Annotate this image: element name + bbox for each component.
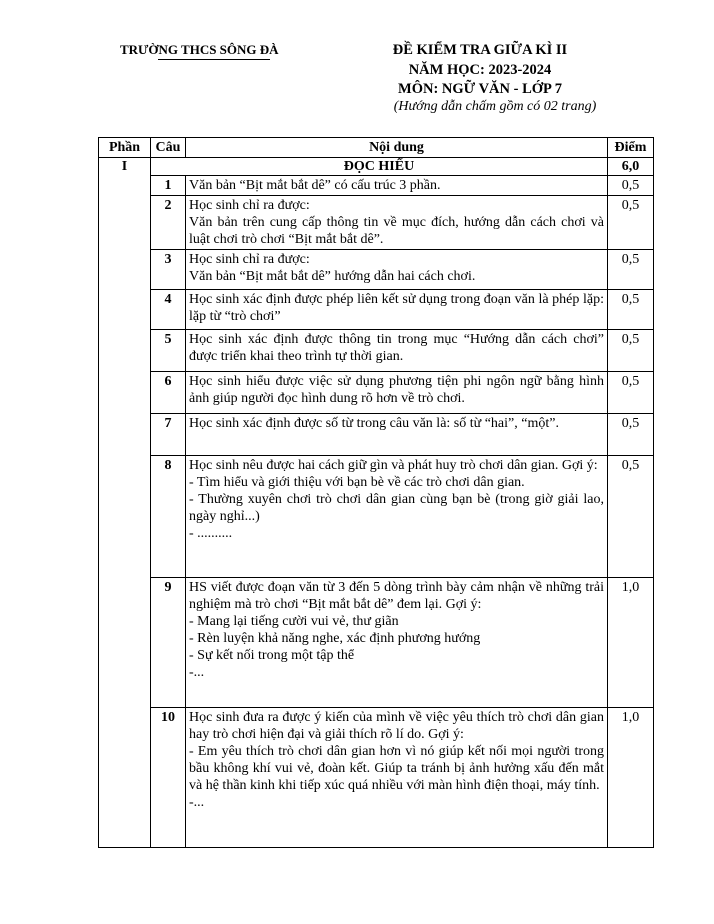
answer-line: Học sinh đưa ra được ý kiến của mình về việc yêu thích trò chơi dân gian hay trò chơi hiện đại và giải thích rõ lí do. Gợi ý: bbox=[189, 710, 604, 742]
answer-line: - .......... bbox=[189, 526, 233, 541]
answer-line: Học sinh xác định được phép liên kết sử dụng trong đoạn văn là phép lặp: lặp từ “trò chơi” bbox=[189, 292, 604, 324]
answer-content bbox=[186, 708, 608, 848]
question-number: 3 bbox=[151, 250, 186, 290]
table-row bbox=[99, 290, 654, 330]
table-header-row bbox=[99, 138, 654, 158]
answer-line: Văn bản trên cung cấp thông tin về mục đích, hướng dẫn cách chơi và luật chơi trò chơi “Bịt mắt bắt dê”. bbox=[189, 215, 604, 247]
question-score: 0,5 bbox=[608, 414, 654, 456]
question-score: 0,5 bbox=[608, 290, 654, 330]
header-score: Điểm bbox=[608, 138, 654, 158]
answer-line: Học sinh chỉ ra được: bbox=[189, 252, 310, 267]
school-year: NĂM HỌC: 2023-2024 bbox=[408, 62, 552, 78]
answer-line: Học sinh nêu được hai cách giữ gìn và phát huy trò chơi dân gian. Gợi ý: bbox=[189, 458, 598, 473]
question-number: 9 bbox=[151, 578, 186, 708]
answer-line: -... bbox=[189, 665, 205, 680]
question-number: 4 bbox=[151, 290, 186, 330]
answer-line: - Sự kết nối trong một tập thể bbox=[189, 648, 355, 663]
section-part: I bbox=[99, 158, 151, 848]
answer-line: - Rèn luyện khả năng nghe, xác định phương hướng bbox=[189, 631, 481, 646]
answer-key-table bbox=[98, 137, 654, 848]
table-row bbox=[99, 414, 654, 456]
exam-title: ĐỀ KIỂM TRA GIỮA KÌ II bbox=[392, 42, 568, 58]
question-number: 5 bbox=[151, 330, 186, 372]
question-number: 2 bbox=[151, 196, 186, 250]
answer-content bbox=[186, 176, 608, 196]
question-number: 6 bbox=[151, 372, 186, 414]
header-content: Nội dung bbox=[186, 138, 608, 158]
subject-line: MÔN: NGỮ VĂN - LỚP 7 bbox=[398, 81, 562, 97]
table-row bbox=[99, 372, 654, 414]
answer-content bbox=[186, 250, 608, 290]
question-number: 7 bbox=[151, 414, 186, 456]
answer-content bbox=[186, 330, 608, 372]
answer-line: - Em yêu thích trò chơi dân gian hơn vì nó giúp kết nối mọi người trong bầu không khí vui vẻ, đoàn kết. Giúp ta tránh bị ảnh hưởng xấu đến mắt và hệ thần kinh khi tiếp xúc quá nhiều với màn hình điện thoại, máy tính. bbox=[189, 744, 604, 793]
answer-content bbox=[186, 414, 608, 456]
table-row bbox=[99, 196, 654, 250]
section-title: ĐỌC HIỂU bbox=[151, 158, 608, 176]
answer-content bbox=[186, 290, 608, 330]
answer-line: - Tìm hiểu và giới thiệu với bạn bè về các trò chơi dân gian. bbox=[189, 475, 525, 490]
answer-content bbox=[186, 456, 608, 578]
answer-line: Văn bản “Bịt mắt bắt dê” có cấu trúc 3 phần. bbox=[189, 178, 441, 193]
section-score: 6,0 bbox=[608, 158, 654, 176]
table-row bbox=[99, 176, 654, 196]
question-score: 0,5 bbox=[608, 196, 654, 250]
answer-content bbox=[186, 196, 608, 250]
question-score: 1,0 bbox=[608, 578, 654, 708]
answer-content bbox=[186, 578, 608, 708]
question-score: 0,5 bbox=[608, 372, 654, 414]
answer-line: - Thường xuyên chơi trò chơi dân gian cùng bạn bè (trong giờ giải lao, ngày nghỉ...) bbox=[189, 492, 604, 524]
answer-line: Văn bản “Bịt mắt bắt dê” hướng dẫn hai cách chơi. bbox=[189, 269, 476, 284]
table-row bbox=[99, 250, 654, 290]
question-number: 8 bbox=[151, 456, 186, 578]
section-row bbox=[99, 158, 654, 176]
page-note: (Hướng dẫn chấm gồm có 02 trang) bbox=[393, 99, 597, 114]
answer-line: HS viết được đoạn văn từ 3 đến 5 dòng trình bày cảm nhận về những trải nghiệm mà trò chơi “Bịt mắt bắt dê” đem lại. Gợi ý: bbox=[189, 580, 604, 612]
answer-line: Học sinh hiểu được việc sử dụng phương tiện phi ngôn ngữ bằng hình ảnh giúp người đọc hình dung rõ hơn về trò chơi. bbox=[189, 374, 604, 406]
school-name-underline bbox=[158, 59, 270, 60]
table-row bbox=[99, 330, 654, 372]
question-score: 0,5 bbox=[608, 176, 654, 196]
header-question: Câu bbox=[151, 138, 186, 158]
table-row bbox=[99, 456, 654, 578]
answer-content bbox=[186, 372, 608, 414]
table-row bbox=[99, 708, 654, 848]
school-name: TRƯỜNG THCS SÔNG ĐÀ bbox=[120, 42, 279, 57]
question-score: 0,5 bbox=[608, 330, 654, 372]
question-score: 0,5 bbox=[608, 250, 654, 290]
question-number: 1 bbox=[151, 176, 186, 196]
answer-line: Học sinh chỉ ra được: bbox=[189, 198, 310, 213]
answer-line: - Mang lại tiếng cười vui vẻ, thư giãn bbox=[189, 614, 399, 629]
answer-line: Học sinh xác định được thông tin trong mục “Hướng dẫn cách chơi” được triển khai theo trình tự thời gian. bbox=[189, 332, 604, 364]
answer-line: -... bbox=[189, 795, 205, 810]
answer-line: Học sinh xác định được số từ trong câu văn là: số từ “hai”, “một”. bbox=[189, 416, 559, 431]
header-part: Phần bbox=[99, 138, 151, 158]
question-score: 1,0 bbox=[608, 708, 654, 848]
table-row bbox=[99, 578, 654, 708]
question-number: 10 bbox=[151, 708, 186, 848]
question-score: 0,5 bbox=[608, 456, 654, 578]
